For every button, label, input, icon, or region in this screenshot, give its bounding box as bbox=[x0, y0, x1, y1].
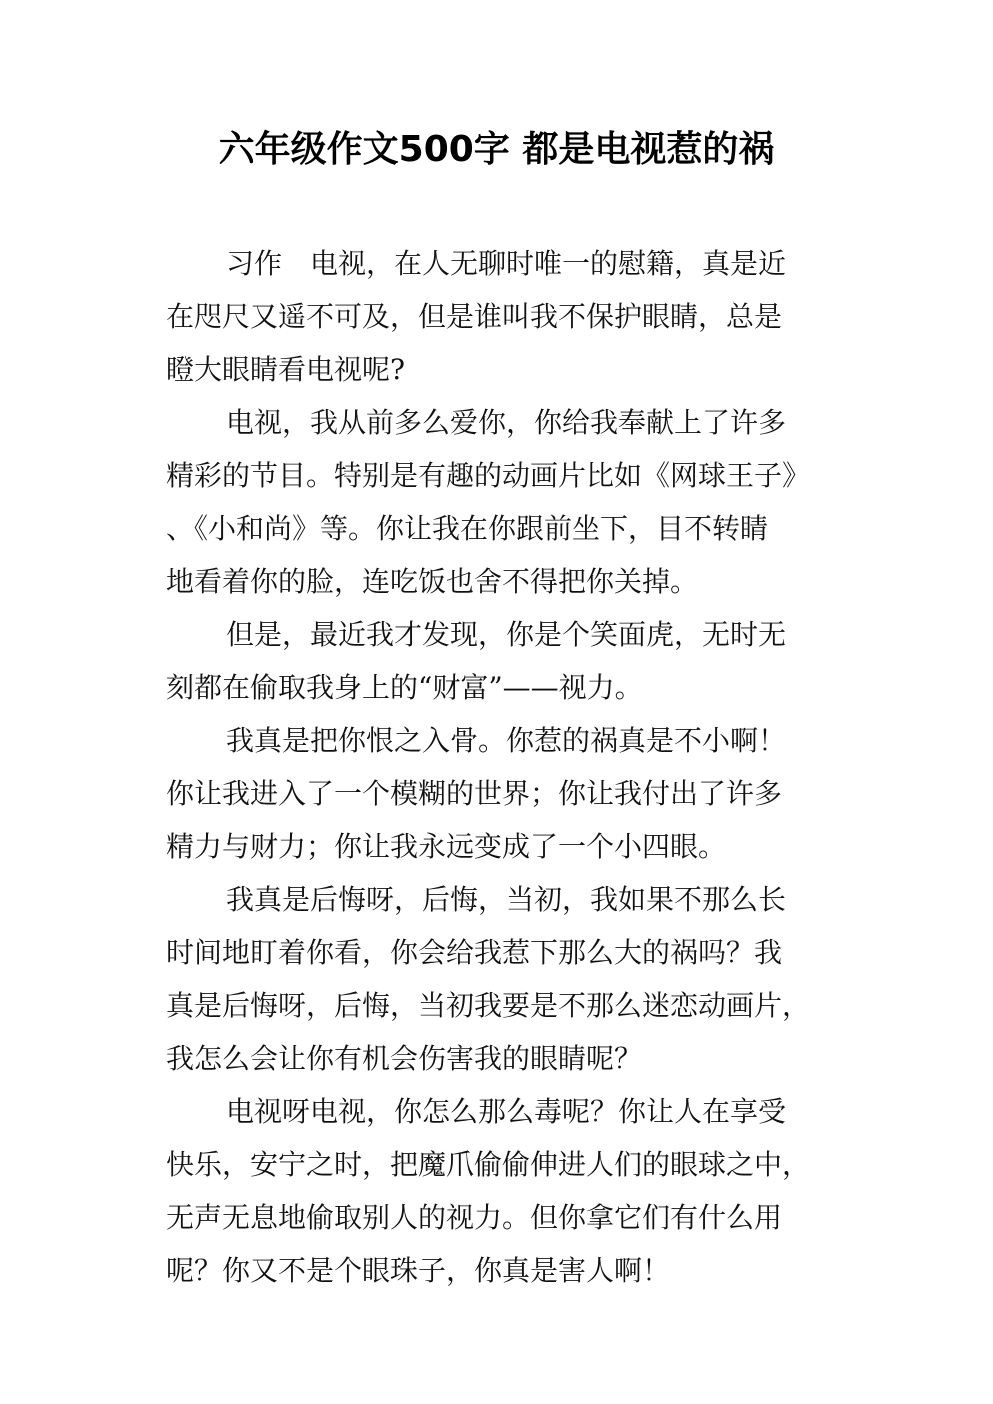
paragraph-5-line-1: 我真是后悔呀，后悔，当初，我如果不那么长 bbox=[226, 883, 787, 916]
paragraph-5-line-3: 真是后悔呀，后悔，当初我要是不那么迷恋动画片， bbox=[166, 989, 811, 1022]
paragraph-2-line-1: 电视，我从前多么爱你，你给我奉献上了许多 bbox=[226, 406, 787, 439]
document-title: 六年级作文500字 都是电视惹的祸 bbox=[218, 129, 775, 170]
paragraph-1-line-2: 在咫尺又遥不可及，但是谁叫我不保护眼睛，总是 bbox=[166, 300, 783, 333]
paragraph-6-line-3: 无声无息地偷取别人的视力。但你拿它们有什么用 bbox=[166, 1201, 783, 1234]
paragraph-3-line-2: 刻都在偷取我身上的“财富”——视力。 bbox=[166, 671, 643, 704]
paragraph-6-line-4: 呢？你又不是个眼珠子，你真是害人啊！ bbox=[166, 1254, 671, 1287]
paragraph-4-line-2: 你让我进入了一个模糊的世界；你让我付出了许多 bbox=[166, 777, 783, 810]
paragraph-4-line-3: 精力与财力；你让我永远变成了一个小四眼。 bbox=[166, 830, 727, 863]
paragraph-2-line-2: 精彩的节目。特别是有趣的动画片比如《网球王子》 bbox=[166, 459, 811, 492]
paragraph-1-line-1: 习作 电视，在人无聊时唯一的慰籍，真是近 bbox=[226, 247, 787, 280]
paragraph-4-line-1: 我真是把你恨之入骨。你惹的祸真是不小啊！ bbox=[226, 724, 787, 757]
paragraph-6-line-2: 快乐，安宁之时，把魔爪偷偷伸进人们的眼球之中， bbox=[166, 1148, 811, 1181]
paragraph-2-line-4: 地看着你的脸，连吃饭也舍不得把你关掉。 bbox=[166, 565, 699, 598]
paragraph-2-line-3: 、《小和尚》等。你让我在你跟前坐下，目不转睛 bbox=[166, 512, 769, 545]
paragraph-5-line-4: 我怎么会让你有机会伤害我的眼睛呢？ bbox=[166, 1042, 643, 1075]
paragraph-5-line-2: 时间地盯着你看，你会给我惹下那么大的祸吗？我 bbox=[166, 936, 783, 969]
paragraph-3-line-1: 但是，最近我才发现，你是个笑面虎，无时无 bbox=[226, 618, 787, 651]
paragraph-1-line-3: 瞪大眼睛看电视呢? bbox=[166, 353, 406, 386]
paragraph-6-line-1: 电视呀电视，你怎么那么毒呢？你让人在享受 bbox=[226, 1095, 787, 1128]
